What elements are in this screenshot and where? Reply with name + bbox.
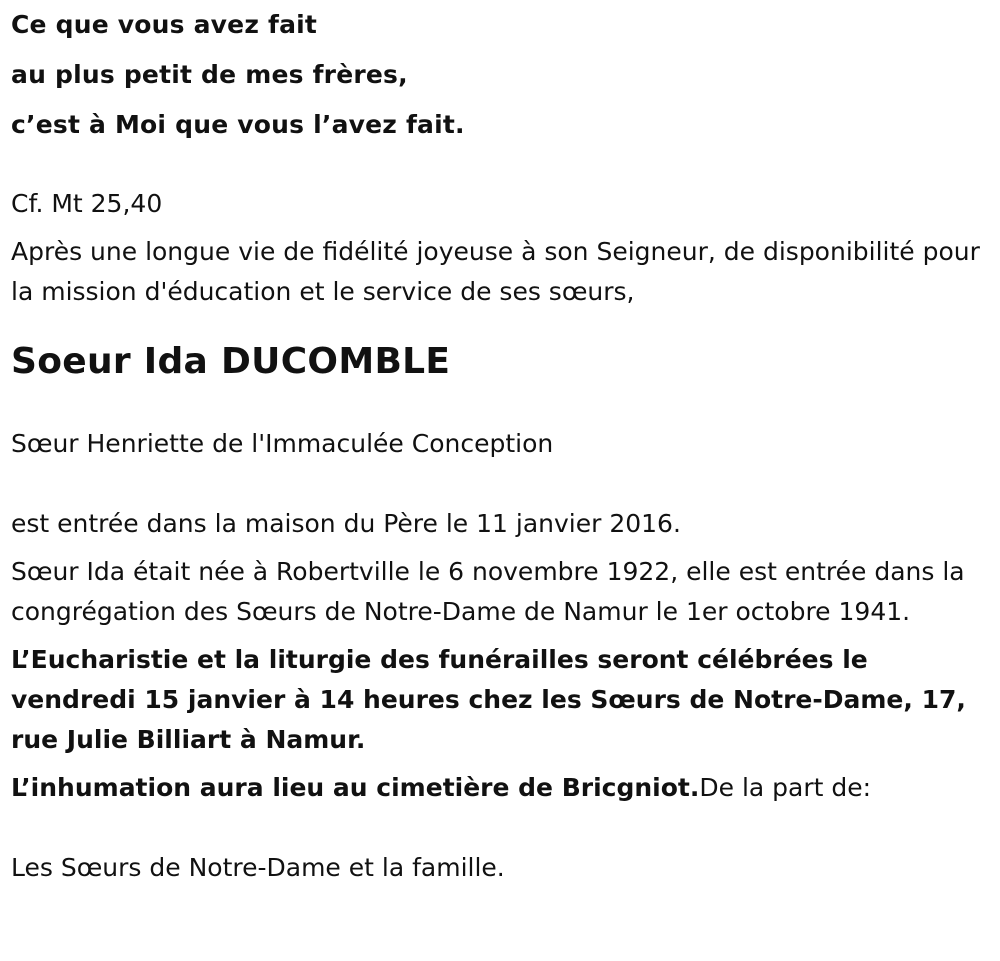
religious-name: Sœur Henriette de l'Immaculée Conception [11,429,554,458]
intro-paragraph: Après une longue vie de fidélité joyeuse à son Seigneur, de disponibilité pour la mission d'éducation et le service de ses sœurs, [11,237,980,306]
death-announcement: est entrée dans la maison du Père le 11 janvier 2016. [11,509,681,538]
obituary-notice [11,0,996,888]
biography-paragraph: Sœur Ida était née à Robertville le 6 novembre 1922, elle est entrée dans la congrégation des Sœurs de Notre-Dame de Namur le 1er octobre 1941. [11,557,965,626]
scripture-reference: Cf. Mt 25,40 [11,189,163,218]
scripture-quote [11,0,996,150]
quote-line-1: Ce que vous avez fait [11,10,318,39]
deceased-name: Soeur Ida DUCOMBLE [11,341,451,382]
signature: Les Sœurs de Notre-Dame et la famille. [11,853,505,882]
burial-text: L’inhumation aura lieu au cimetière de Bricgniot. [11,773,700,802]
quote-line-3: c’est à Moi que vous l’avez fait. [11,110,465,139]
quote-line-2: au plus petit de mes frères, [11,60,408,89]
burial-paragraph [11,768,996,808]
ceremony-paragraph: L’Eucharistie et la liturgie des funérailles seront célébrées le vendredi 15 janvier à 14 heures chez les Sœurs de Notre-Dame, 17, rue Julie Billiart à Namur. [11,645,966,754]
from-label: De la part de: [699,773,872,802]
